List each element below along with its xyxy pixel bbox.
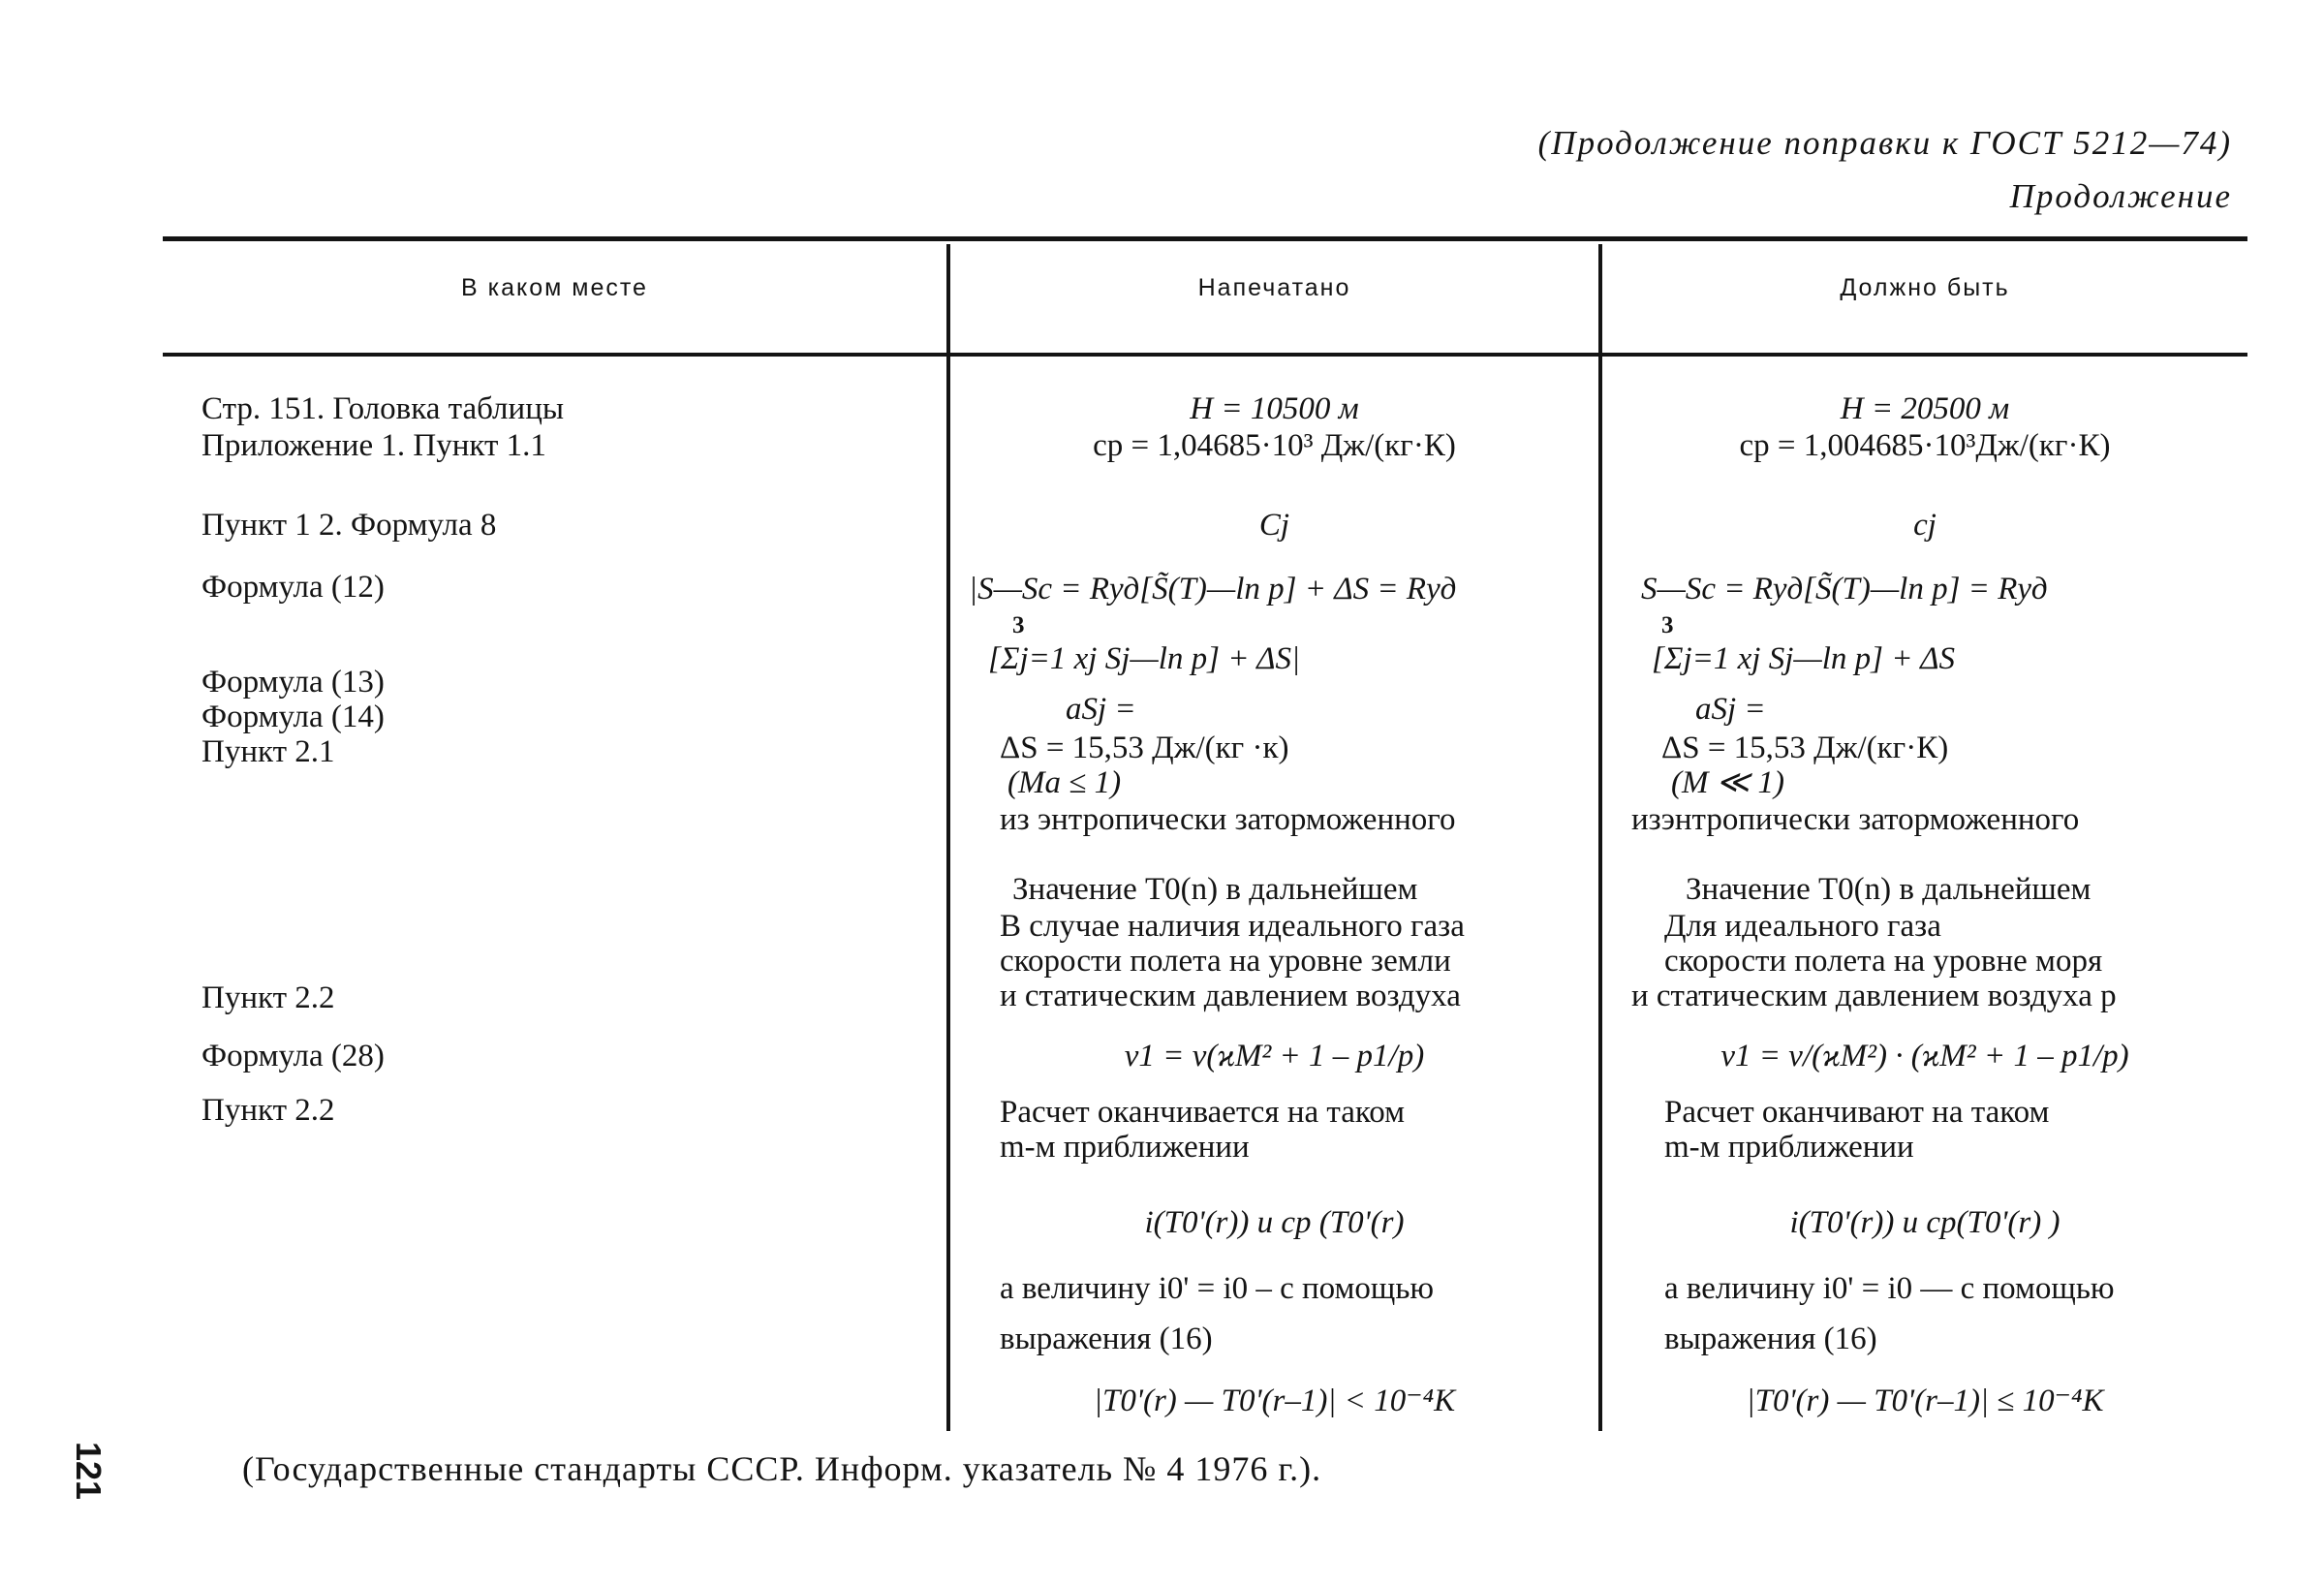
- printed-cell: В случае наличия идеального газа: [1000, 909, 1465, 944]
- printed-cell: ΔS = 15,53 Дж/(кг ·к): [1000, 731, 1289, 765]
- printed-cell: скорости полета на уровне земли: [1000, 944, 1451, 979]
- should-be-cell: изэнтропически заторможенного: [1631, 802, 2080, 837]
- printed-cell: Расчет оканчивается на таком: [1000, 1095, 1405, 1130]
- printed-cell: а величину i0' = i0 – с помощью: [1000, 1271, 1435, 1306]
- should-be-formula: v1 = v/(ϰM²) · (ϰM² + 1 – p1/p): [1720, 1039, 2129, 1073]
- printed-cell: выражения (16): [1000, 1322, 1213, 1356]
- place-cell: Пункт 2.2: [201, 980, 335, 1015]
- should-be-formula: i(T0'(r)) и cp(T0'(r) ): [1789, 1205, 2061, 1240]
- should-be-formula: [Σj=1 xj Sj—ln p] + ΔS: [1652, 641, 1956, 676]
- should-be-formula: |T0'(r) — T0'(r–1)| ≤ 10⁻⁴К: [1746, 1384, 2104, 1418]
- should-be-formula: S—Sc = Rуд[S̃(T)—ln p] = Rуд: [1641, 572, 2048, 606]
- should-be-cell: Значение T0(n) в дальнейшем: [1686, 872, 2092, 907]
- column-header-printed: Напечатано: [1197, 274, 1351, 301]
- continuation-label: Продолжение: [2009, 177, 2232, 215]
- should-be-cell: ΔS = 15,53 Дж/(кг·К): [1661, 731, 1949, 765]
- place-cell: Пункт 2.2: [201, 1093, 335, 1128]
- printed-formula: aSj =: [1066, 692, 1136, 727]
- table-header-rule: [163, 353, 2247, 357]
- printed-cell: H = 10500 м: [1190, 391, 1359, 426]
- should-be-formula: aSj =: [1695, 692, 1766, 727]
- should-be-cell: а величину i0' = i0 — с помощью: [1664, 1271, 2115, 1306]
- printed-cell: и статическим давлением воздуха: [1000, 979, 1461, 1013]
- place-cell: Пункт 1 2. Формула 8: [201, 508, 497, 543]
- continuation-title: (Продолжение поправки к ГОСТ 5212—74): [1537, 124, 2232, 162]
- printed-formula: |S—Sc = Rуд[S̃(T)—ln p] + ΔS = Rуд: [969, 572, 1457, 606]
- place-cell: Пункт 2.1: [201, 734, 335, 769]
- should-be-formula: 3: [1661, 612, 1674, 638]
- printed-cell: (Ma ≤ 1): [1007, 765, 1122, 800]
- should-be-cell: Расчет оканчивают на таком: [1664, 1095, 2050, 1130]
- should-be-cell: cp = 1,004685·10³Дж/(кг·К): [1739, 428, 2111, 463]
- printed-formula: |T0'(r) — T0'(r–1)| < 10⁻⁴К: [1093, 1384, 1456, 1418]
- printed-cell: cp = 1,04685·10³ Дж/(кг·К): [1093, 428, 1456, 463]
- printed-formula: 3: [1012, 612, 1025, 638]
- place-cell: Приложение 1. Пункт 1.1: [201, 428, 546, 463]
- column-header-should-be: Должно быть: [1840, 274, 2010, 301]
- should-be-cell: m-м приближении: [1664, 1130, 1914, 1165]
- printed-formula: v1 = v(ϰM² + 1 – p1/p): [1124, 1039, 1425, 1073]
- should-be-cell: и статическим давлением воздуха p: [1631, 979, 2117, 1013]
- printed-formula: [Σj=1 xj Sj—ln p] + ΔS|: [988, 641, 1301, 676]
- printed-formula: i(T0'(r)) и cp (T0'(r): [1144, 1205, 1405, 1240]
- should-be-cell: выражения (16): [1664, 1322, 1877, 1356]
- place-cell: Формула (12): [201, 570, 385, 605]
- column-header-place: В каком месте: [461, 274, 648, 301]
- should-be-cell: Для идеального газа: [1664, 909, 1941, 944]
- should-be-cell: (M ≪ 1): [1671, 765, 1785, 800]
- place-cell: Формула (14): [201, 700, 385, 734]
- should-be-cell: H = 20500 м: [1840, 391, 2010, 426]
- printed-cell: Значение T0(n) в дальнейшем: [1012, 872, 1418, 907]
- place-cell: Формула (13): [201, 665, 385, 700]
- should-be-cell: cj: [1913, 508, 1937, 543]
- page-number: 121: [69, 1442, 108, 1501]
- printed-cell: m-м приближении: [1000, 1130, 1250, 1165]
- table-top-rule: [163, 236, 2247, 241]
- place-cell: Формула (28): [201, 1039, 385, 1073]
- printed-cell: Cj: [1258, 508, 1290, 543]
- should-be-cell: скорости полета на уровне моря: [1664, 944, 2103, 979]
- source-reference: (Государственные стандарты СССР. Информ. указатель № 4 1976 г.).: [242, 1449, 1322, 1488]
- place-cell: Стр. 151. Головка таблицы: [201, 391, 565, 426]
- printed-cell: из энтропически заторможенного: [1000, 802, 1456, 837]
